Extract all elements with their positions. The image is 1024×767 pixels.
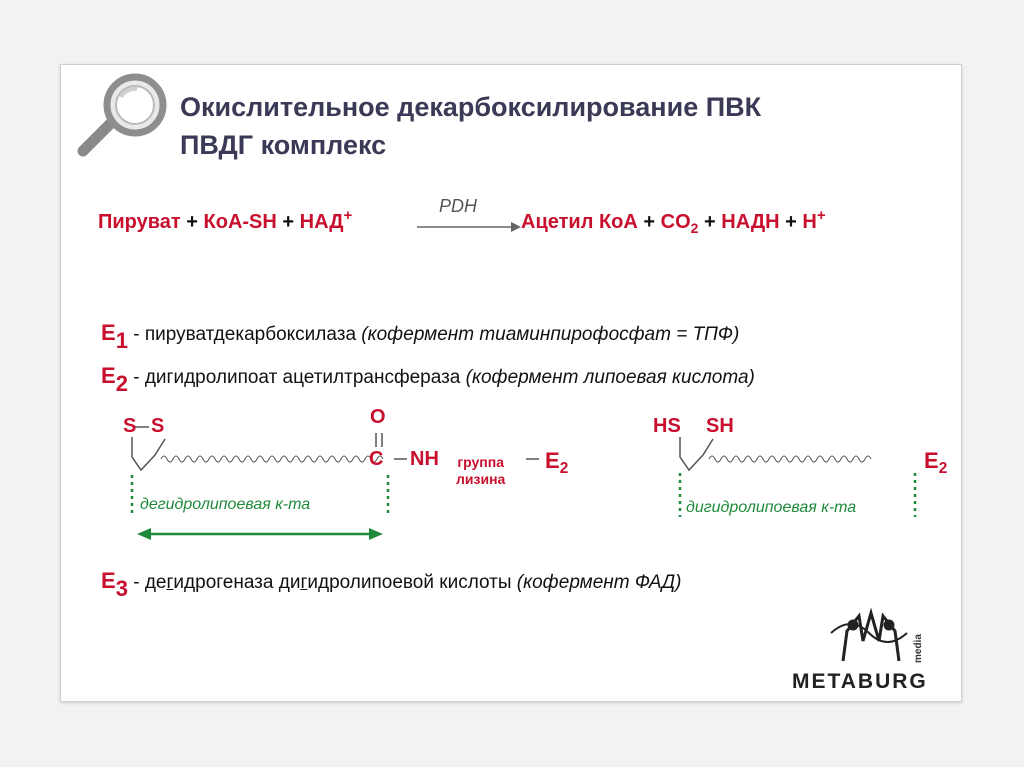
enzyme-e2-link: $E_2$	[545, 448, 569, 478]
pyruvate: Пируват	[98, 211, 181, 233]
carbon: C	[369, 448, 384, 470]
nad: НАД	[299, 211, 344, 233]
co2: $CO_2$	[660, 211, 699, 236]
sulfur-2: S	[151, 415, 165, 437]
lipoic-acid-label: дегидролипоевая к-та	[140, 496, 311, 513]
reaction-left-side: Пируват + КоА-SH + НАД+	[98, 206, 353, 233]
logo-brand: METABURG	[792, 670, 928, 693]
proton: H	[802, 211, 817, 233]
title-line-1: Окислительное декарбоксилирование ПВК	[180, 92, 762, 122]
enzyme-e3: E3 - дегидрогеназа дигидролипоевой кислоты (кофермент ФАД)	[101, 568, 682, 601]
amide-nh: NH	[410, 448, 439, 470]
dihydrolipoic-acid-label: дигидролипоевая к-та	[686, 499, 857, 516]
lysine-group-label: группа лизина	[456, 454, 506, 487]
sulfur-1: S	[123, 415, 137, 437]
oxygen: O	[370, 406, 386, 428]
metaburg-logo-mark	[61, 65, 961, 701]
coenzyme-a: КоА-SH	[203, 211, 277, 233]
reaction-right-side: Ацетил КоА + $CO_2$ + НАДН + H+	[521, 206, 826, 236]
acetyl-coa: Ацетил КоА	[521, 211, 638, 233]
slide	[60, 64, 962, 702]
title-line-2: ПВДГ комплекс	[180, 130, 387, 160]
logo-tagline: media	[913, 634, 924, 663]
nadh: НАДН	[721, 211, 780, 233]
enzyme-e2-right: $E_2$	[924, 448, 948, 478]
enzyme-e1: E1 - пируватдекарбоксилаза (кофермент тиаминпирофосфат = ТПФ)	[101, 320, 740, 353]
thiol-2: SH	[706, 415, 734, 437]
enzyme-e2: E2 - дигидролипоат ацетилтрансфераза (кофермент липоевая кислота)	[101, 363, 755, 396]
thiol-1: HS	[653, 415, 681, 437]
enzyme-label: PDH	[439, 196, 478, 216]
